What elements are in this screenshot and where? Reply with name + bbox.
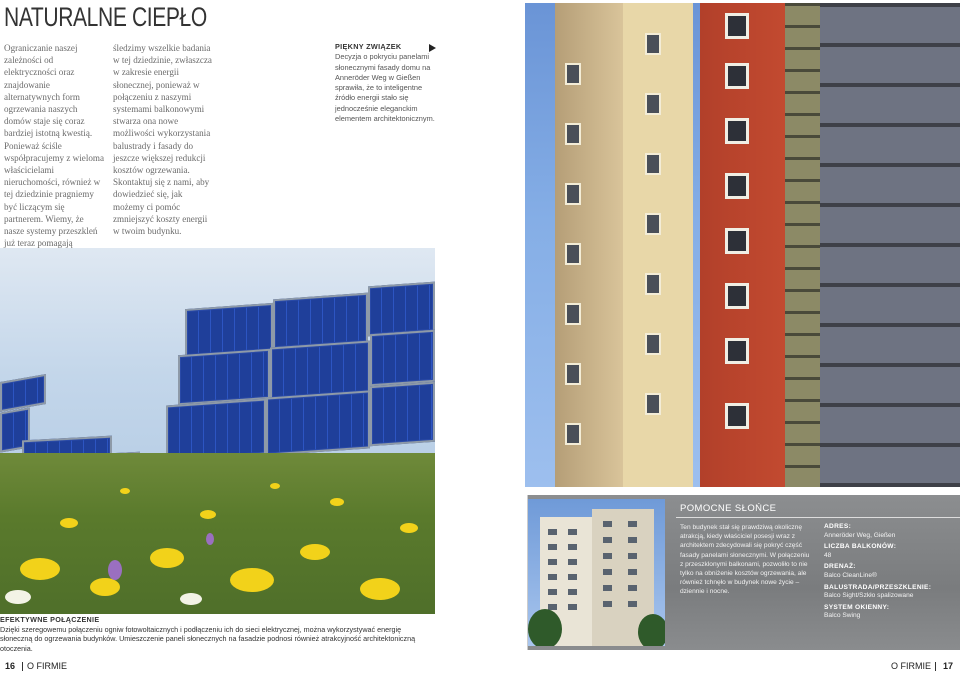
spec-key: ADRES: <box>824 523 852 530</box>
sidebar-text: Decyzja o pokryciu panelami słonecznymi fasady domu na Anneröder Weg w Gießen sprawiła, że to inteligentne źródło energii stało się jednocześnie eleganckim elementem architektonicznym. <box>335 52 435 124</box>
spec-value: Balco CleanLine® <box>824 571 877 579</box>
body-column-2: śledzimy wszelkie badania w tej dziedzinie, zwłaszcza w zakresie energii słonecznej, ponieważ w połączeniu z naszymi systemami balkonowymi stwarza ona nowe możliwości wykorzystania balustrady i fasady do jeszcze większej redukcji kosztów ogrzewania. Skontaktuj się z nami, aby dowiedzieć się, jak możemy ci pomóc zmniejszyć koszty energii w twoim budynku. <box>113 43 212 237</box>
spec-key: DRENAŻ: <box>824 563 856 571</box>
spec-key: LICZBA BALKONÓW: <box>824 543 897 551</box>
arrow-right-icon <box>429 44 436 52</box>
body-column-1: Ograniczanie naszej zależności od elektryczności oraz znajdowanie alternatywnych form ogrzewania naszych domów staje się coraz bardziej istotną kwestią. Ponieważ ściśle współpracujemy z wieloma właścicielami nieruchomości, również w tej dziedzinie pragniemy być liczącym się partnerem. Wiemy, że nasze systemy przeszkleń już teraz pomagają <box>4 43 105 249</box>
spec-value: Balco Sight/Szkło spalizowane <box>824 592 914 600</box>
footer-left <box>2 661 67 671</box>
spec-key: BALUSTRADA/PRZESZKLENIE: <box>824 583 932 591</box>
page-title: NATURALNE CIEPŁO <box>4 2 207 32</box>
page-number-right: 17 <box>942 661 953 671</box>
solar-panels-photo <box>0 248 435 614</box>
photo-caption <box>0 615 435 653</box>
spec-value: Balco Swing <box>824 612 861 620</box>
spec-value: Anneröder Weg, Gießen <box>824 531 896 539</box>
building-photo <box>525 3 960 487</box>
footer-label-left: O FIRMIE <box>27 661 68 671</box>
spec-key: SYSTEM OKIENNY: <box>824 603 890 611</box>
info-title: POMOCNE SŁOŃCE <box>680 503 777 514</box>
caption-heading: EFEKTYWNE POŁĄCZENIE <box>0 615 100 624</box>
footer-right <box>891 661 956 671</box>
caption-text: Dzięki szeregowemu połączeniu ogniw fotowoltaicznych i podłączeniu ich do sieci elektrycznej, można wykorzystywać energię słoneczną do ogrzewania budynków. Umieszczenie paneli słonecznych na fasadzie podnosi również atrakcyjność architektoniczną otoczenia. <box>0 624 416 653</box>
sidebar-heading: PIĘKNY ZWIĄZEK <box>335 42 402 51</box>
footer-label-right: O FIRMIE <box>890 661 931 671</box>
info-text: Ten budynek stał się prawdziwą okolicznę atrakcją, kiedy właściciel posesji wraz z architektem zdecydowali się pokryć część fasady panelami słonecznymi. W połączeniu z przeszklonymi balkonami, pozwoliło to nie tylko na obniżenie kosztów ogrzewania, ale również tchnęło w budynek nowe życie – dziennie i nocne. <box>680 524 810 596</box>
building-thumbnail <box>528 499 665 646</box>
page-number-left: 16 <box>5 661 16 671</box>
sidebar-note <box>335 42 435 124</box>
info-box <box>527 495 960 650</box>
spec-value: 48 <box>824 551 832 559</box>
info-specs <box>824 523 956 624</box>
